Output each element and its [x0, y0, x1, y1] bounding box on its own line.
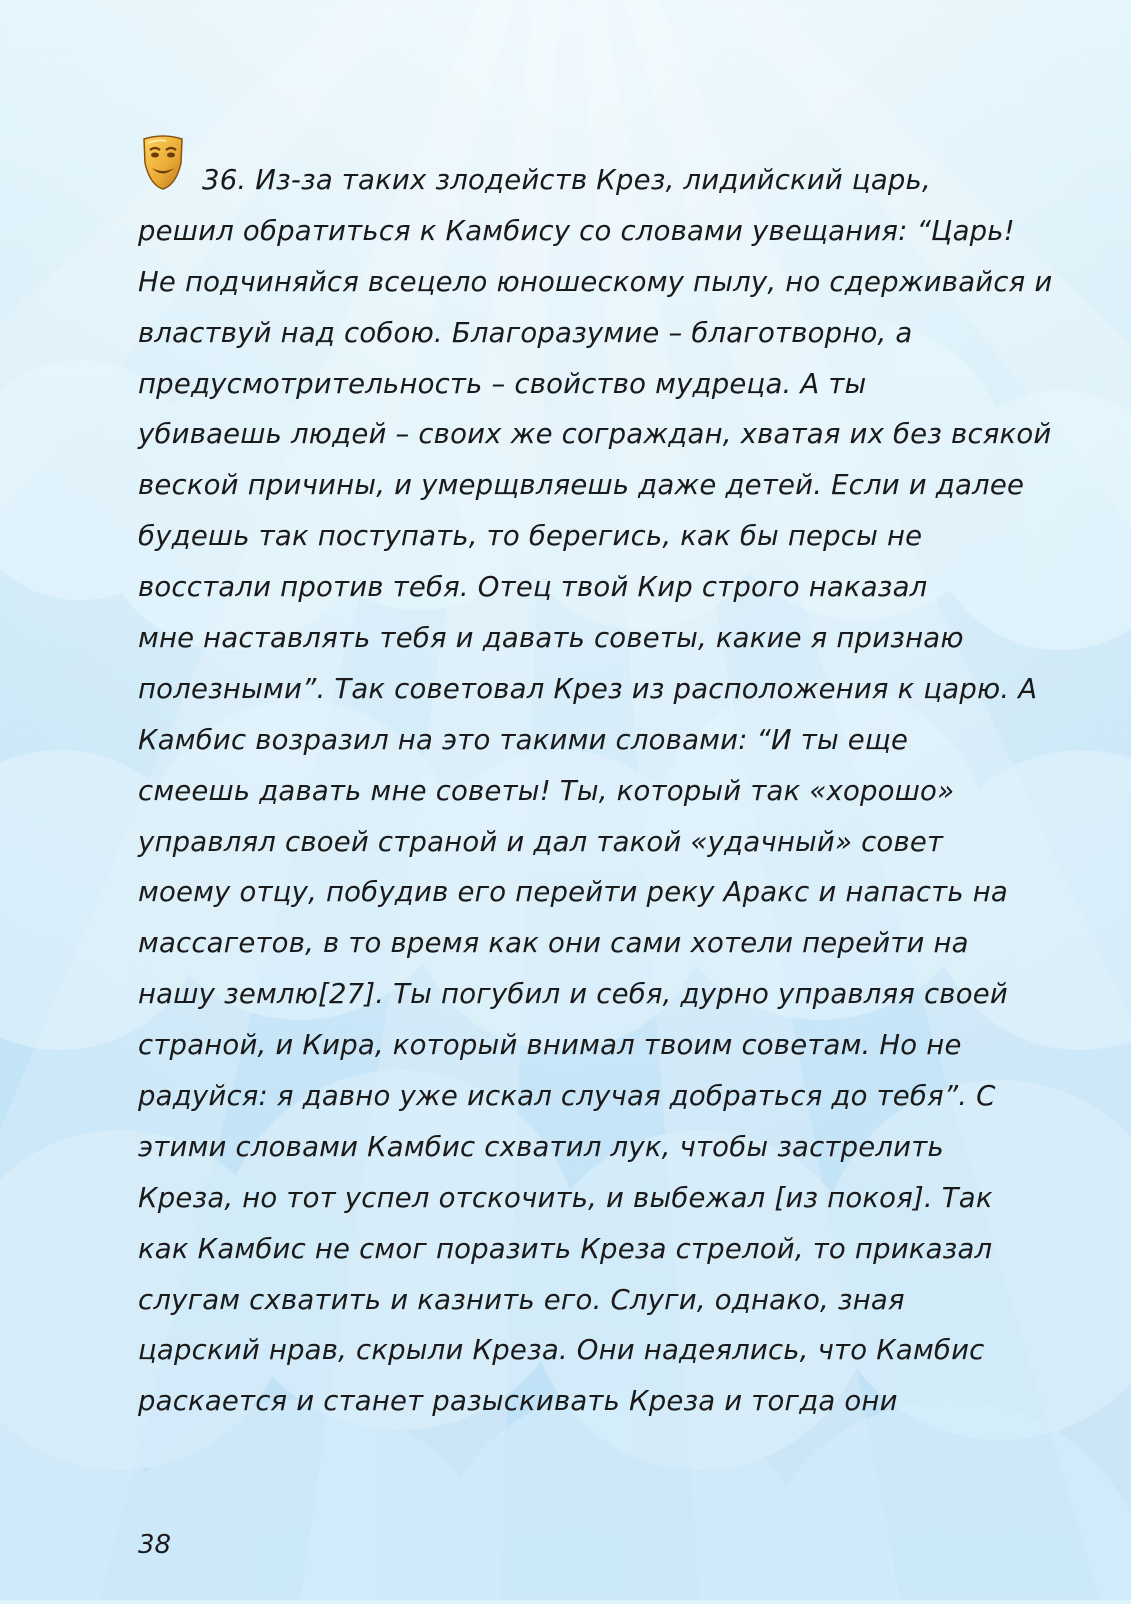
text-line: царский нрав, скрыли Креза. Они надеялись, что Камбис [138, 1334, 985, 1367]
text-line: предусмотрительность – свойство мудреца. А ты [138, 367, 867, 400]
body-text [138, 155, 1053, 1427]
text-line: слугам схватить и казнить его. Слуги, однако, зная [138, 1283, 905, 1316]
text-line: будешь так поступать, то берегись, как бы персы не [138, 520, 923, 553]
text-line: этими словами Камбис схватил лук, чтобы застрелить [138, 1130, 944, 1163]
text-line: полезными”. Так советовал Крез из расположения к царю. А [138, 672, 1038, 705]
text-line: Камбис возразил на это такими словами: “И ты еще [138, 723, 909, 756]
text-line: веской причины, и умерщвляешь даже детей. Если и далее [138, 469, 1025, 502]
text-line: властвуй над собою. Благоразумие – благотворно, а [138, 316, 913, 349]
text-line: радуйся: я давно уже искал случая добраться до тебя”. С [138, 1080, 996, 1113]
text-line: управлял своей страной и дал такой «удачный» совет [138, 825, 944, 858]
page-number: 38 [138, 1530, 172, 1560]
text-line: раскается и станет разыскивать Креза и тогда они [138, 1385, 898, 1418]
text-line: решил обратиться к Камбису со словами увещания: “Царь! [138, 214, 1015, 247]
text-line: убиваешь людей – своих же сограждан, хватая их без всякой [138, 418, 1052, 451]
text-line: восстали против тебя. Отец твой Кир строго наказал [138, 571, 928, 604]
text-line: 36. Из-за таких злодейств Крез, лидийский царь, [202, 164, 931, 196]
text-line: Не подчиняйся всецело юношескому пылу, но сдерживайся и [138, 265, 1053, 298]
text-line: массагетов, в то время как они сами хотели перейти на [138, 927, 969, 960]
text-line: смеешь давать мне советы! Ты, который так «хорошо» [138, 774, 955, 807]
text-line: страной, и Кира, который внимал твоим советам. Но не [138, 1029, 962, 1062]
text-line: моему отцу, побудив его перейти реку Аракс и напасть на [138, 876, 1008, 909]
text-line: мне наставлять тебя и давать советы, какие я признаю [138, 622, 964, 655]
text-line: Креза, но тот успел отскочить, и выбежал [из покоя]. Так [138, 1181, 993, 1214]
text-line: нашу землю[27]. Ты погубил и себя, дурно управляя своей [138, 978, 1008, 1011]
text-line: как Камбис не смог поразить Креза стрелой, то приказал [138, 1232, 993, 1265]
